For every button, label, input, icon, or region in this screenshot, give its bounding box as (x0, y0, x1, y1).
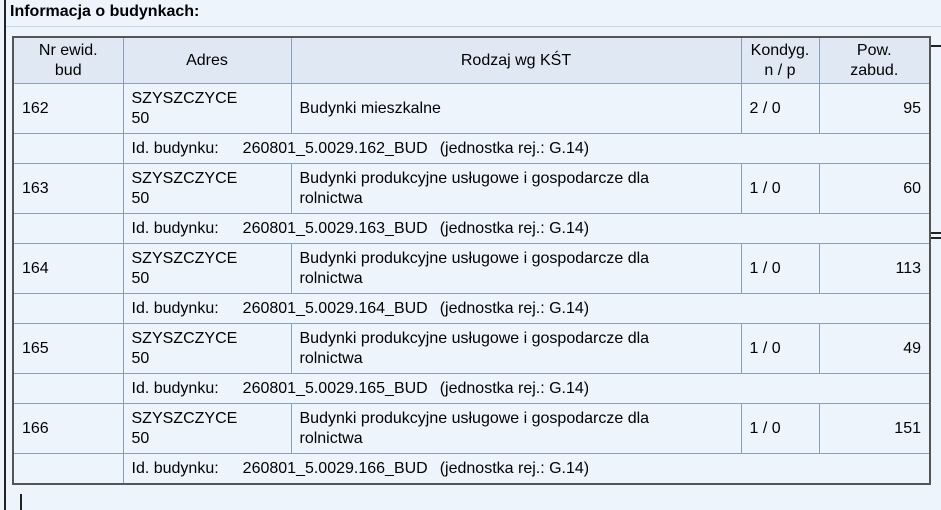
building-id-row (13, 214, 930, 244)
built-area: 60 (819, 164, 930, 214)
building-type: Budynki produkcyjne usługowe i gospodarcze dla rolnictwa (291, 404, 741, 454)
building-id-label: Id. budynku: (131, 139, 219, 157)
building-id-cell (123, 294, 930, 324)
storeys: 1 / 0 (741, 244, 819, 294)
registration-unit: (jednostka rej.: G.14) (439, 139, 590, 157)
building-id-cell (123, 374, 930, 404)
building-id-row (13, 294, 930, 324)
header-kondygnacje: Kondyg. n / p (741, 37, 819, 84)
left-border-line (4, 0, 6, 510)
registration-unit: (jednostka rej.: G.14) (439, 459, 590, 477)
building-address: SZYSZCZYCE 50 (123, 324, 291, 374)
building-id-label: Id. budynku: (131, 379, 219, 397)
empty-cell (13, 214, 123, 244)
table-row (13, 84, 930, 134)
building-address: SZYSZCZYCE 50 (123, 244, 291, 294)
buildings-table (12, 36, 931, 485)
building-id-cell (123, 134, 930, 164)
left-border-line-lower (20, 494, 22, 510)
section-title: Informacja o budynkach: (10, 3, 200, 20)
header-rodzaj: Rodzaj wg KŚT (291, 37, 741, 84)
building-id-value: 260801_5.0029.166_BUD (242, 459, 428, 477)
table-header-row (13, 37, 930, 84)
building-id-cell (123, 454, 930, 485)
building-type: Budynki mieszkalne (291, 84, 741, 134)
building-id-row (13, 454, 930, 485)
building-id-row (13, 374, 930, 404)
built-area: 49 (819, 324, 930, 374)
building-id-row (13, 134, 930, 164)
building-id-label: Id. budynku: (131, 219, 219, 237)
building-type: Budynki produkcyjne usługowe i gospodarcze dla rolnictwa (291, 164, 741, 214)
header-pow-zabud: Pow. zabud. (819, 37, 930, 84)
building-id-label: Id. budynku: (131, 459, 219, 477)
table-row (13, 324, 930, 374)
registration-unit: (jednostka rej.: G.14) (439, 219, 590, 237)
building-id-value: 260801_5.0029.165_BUD (242, 379, 428, 397)
building-id-label: Id. budynku: (131, 299, 219, 317)
empty-cell (13, 374, 123, 404)
building-id-value: 260801_5.0029.164_BUD (242, 299, 428, 317)
building-type: Budynki produkcyjne usługowe i gospodarcze dla rolnictwa (291, 244, 741, 294)
building-number: 166 (13, 404, 123, 454)
storeys: 1 / 0 (741, 164, 819, 214)
table-row (13, 164, 930, 214)
table-row (13, 244, 930, 294)
built-area: 95 (819, 84, 930, 134)
building-number: 163 (13, 164, 123, 214)
building-address: SZYSZCZYCE 50 (123, 84, 291, 134)
title-divider (6, 26, 941, 27)
empty-cell (13, 454, 123, 485)
registration-unit: (jednostka rej.: G.14) (439, 299, 590, 317)
empty-cell (13, 294, 123, 324)
building-id-value: 260801_5.0029.163_BUD (242, 219, 428, 237)
empty-cell (13, 134, 123, 164)
storeys: 2 / 0 (741, 84, 819, 134)
built-area: 113 (819, 244, 930, 294)
built-area: 151 (819, 404, 930, 454)
building-id-value: 260801_5.0029.162_BUD (242, 139, 428, 157)
building-address: SZYSZCZYCE 50 (123, 164, 291, 214)
storeys: 1 / 0 (741, 324, 819, 374)
registration-unit: (jednostka rej.: G.14) (439, 379, 590, 397)
building-number: 164 (13, 244, 123, 294)
building-number: 165 (13, 324, 123, 374)
building-number: 162 (13, 84, 123, 134)
table-row (13, 404, 930, 454)
building-id-cell (123, 214, 930, 244)
header-nr-ewid: Nr ewid. bud (13, 37, 123, 84)
building-address: SZYSZCZYCE 50 (123, 404, 291, 454)
storeys: 1 / 0 (741, 404, 819, 454)
building-type: Budynki produkcyjne usługowe i gospodarcze dla rolnictwa (291, 324, 741, 374)
header-adres: Adres (123, 37, 291, 84)
